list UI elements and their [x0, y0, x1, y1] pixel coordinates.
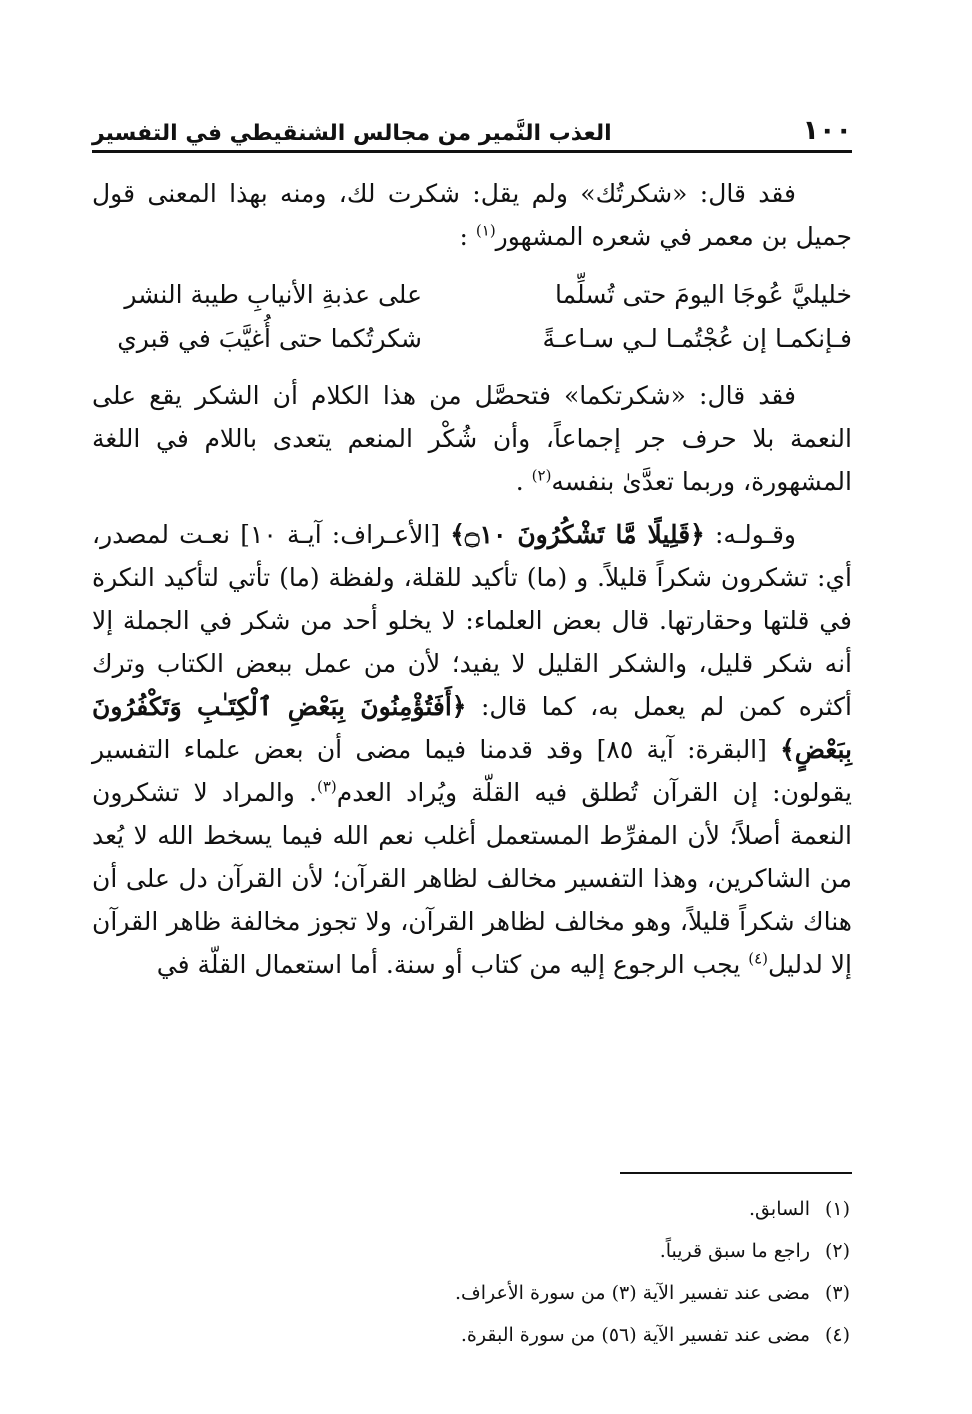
verse-line-1 [92, 272, 852, 316]
footnote-number: (٣) [824, 1282, 850, 1304]
footnote-number: (١) [824, 1198, 850, 1220]
footnote-3 [250, 1272, 850, 1314]
poetry-verse [92, 272, 852, 360]
paragraph-3 [92, 513, 852, 986]
footnote-1 [250, 1188, 850, 1230]
verse-line-1-hemistich-2: على عذبةِ الأنيابِ طيبة النشر [124, 279, 422, 309]
paragraph-2-text: فقد قال: «شكرتكما» فتحصَّل من هذا الكلام أن الشكر يقع على النعمة بلا حرف جر إجماعاً، وأن شُكْر المنعم يتعدى باللام في اللغة المشهورة، وربما تعدَّىٰ بنفسه [92, 381, 852, 496]
paragraph-3-part-a: وقـولـه: [704, 520, 796, 549]
footnote-number: (٤) [824, 1324, 850, 1346]
paragraph-1 [92, 172, 852, 258]
paragraph-1-end: : [459, 222, 468, 251]
verse-line-2-hemistich-2: شكرتُكما حتى أُغيَّبَ في قبري [117, 323, 422, 353]
footnote-text: مضى عند تفسير الآية (٣) من سورة الأعراف. [455, 1282, 810, 1304]
quran-quote-2: ﴿أَفَتُؤْمِنُونَ بِبَعْضِ ٱلْكِتَـٰبِ وَتَكْفُرُونَ بِبَعْضٍ﴾ [92, 692, 852, 764]
footnote-text: السابق. [749, 1198, 810, 1220]
paragraph-3-part-e: يجب الرجوع إليه من كتاب أو سنة. أما استعمال القلّة في [156, 950, 749, 979]
footnote-text: مضى عند تفسير الآية (٥٦) من سورة البقرة. [460, 1324, 810, 1346]
page-header [92, 100, 852, 146]
footnote-2 [250, 1230, 850, 1272]
verse-line-1-hemistich-1: خليليَّ عُوجَا اليومَ حتى تُسلِّما [554, 279, 852, 309]
verse-line-2 [92, 316, 852, 360]
header-rule [92, 150, 852, 153]
footnote-4 [250, 1314, 850, 1356]
footnote-ref-4: (٤) [748, 949, 769, 968]
paragraph-1-text: فقد قال: «شكرتُك» ولم يقل: شكرت لك، ومنه بهذا المعنى قول جميل بن معمر في شعره المشهور [92, 179, 852, 251]
quran-quote-1: ﴿قَلِيلًا مَّا تَشْكُرُونَ ۝١٠﴾ [450, 520, 705, 549]
footnotes [250, 1188, 850, 1356]
verse-line-2-hemistich-1: فـإنكمـا إن عُجْتُمـا لـي سـاعـةً [542, 323, 852, 353]
footnote-ref-3: (٣) [317, 777, 337, 796]
paragraph-2 [92, 374, 852, 503]
footnote-rule [620, 1172, 852, 1174]
main-text [92, 172, 852, 986]
page-number: ١٠٠ [802, 115, 852, 146]
footnote-ref-1: (١) [475, 221, 496, 240]
paragraph-2-end: . [515, 467, 524, 496]
footnote-text: راجع ما سبق قريباً. [659, 1240, 810, 1262]
book-title: العذب النَّمير من مجالس الشنقيطي في التفسير [92, 121, 612, 146]
footnote-ref-2: (٢) [531, 466, 552, 485]
paragraph-3-part-c: [البقرة: آية ٨٥] وقد قدمنا فيما مضى أن بعض علماء التفسير يقولون: إن القرآن تُطلق فيه القلّة ويُراد العدم [92, 735, 852, 807]
paragraph-3-part-b: [الأعـراف: آيـة ١٠] نعـت لمصدر، أي: تشكرون شكراً قليلاً. و (ما) تأكيد للقلة، ولفظة (ما) تأتي لتأكيد النكرة في قلتها وحقارتها. قال بعض العلماء: لا يخلو أحد من شكر في الجملة إلا أنه شكر قليل، والشكر القليل لا يفيد؛ لأن من عمل ببعض الكتاب وترك أكثره كمن لم يعمل به، كما قال: [92, 520, 853, 721]
paragraph-3-part-d: . والمراد لا تشكرون النعمة أصلاً؛ لأن المفرِّط المستعمل أغلب نعم الله فيما يسخط الله لا يُعد من الشاكرين، وهذا التفسير مخالف لظاهر القرآن؛ لأن القرآن دل على أن هناك شكراً قليلاً، وهو مخالف لظاهر القرآن، ولا تجوز مخالفة ظاهر القرآن إلا لدليل [92, 778, 852, 979]
footnote-number: (٢) [824, 1240, 850, 1262]
